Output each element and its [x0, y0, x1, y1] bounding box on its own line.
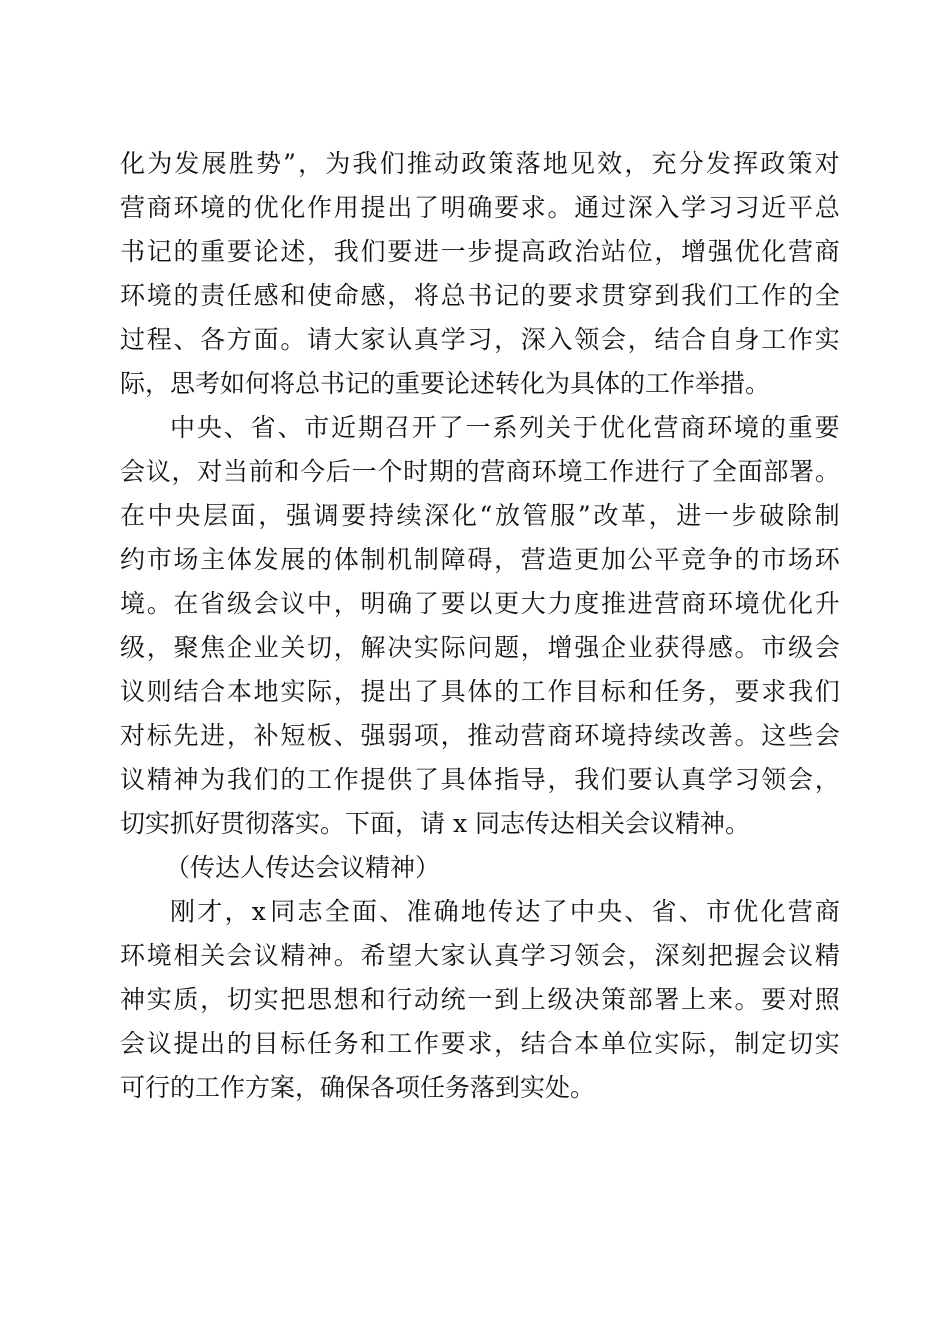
text-line: 约 市 场 主 体 发 展 的 体 制 机 制 障 碍 ， 营 造 更 加 公 平 竞 争 的 市 场 环: [120, 545, 840, 574]
text-line: 切实抓好贯彻落实。下面，请 x 同志传达相关会议精神。: [120, 809, 750, 838]
text-line: 可行的工作方案，确保各项任务落到实处。: [120, 1073, 596, 1102]
text-line: 对 标 先 进 ， 补 短 板 、 强 弱 项 ， 推 动 营 商 环 境 持 续 改 善 。 这 些 会: [120, 721, 840, 750]
text-line: 会 议 提 出 的 目 标 任 务 和 工 作 要 求 ， 结 合 本 单 位 实 际 ， 制 定 切 实: [120, 1029, 840, 1058]
text-line: 营 商 环 境 的 优 化 作 用 提 出 了 明 确 要 求 。 通 过 深 入 学 习 习 近 平 总: [120, 193, 840, 222]
text-line: 级 ， 聚 焦 企 业 关 切 ， 解 决 实 际 问 题 ， 增 强 企 业 获 得 感 。 市 级 会: [120, 633, 840, 662]
paragraph-first-line: 刚 才 ， x 同 志 全 面 、 准 确 地 传 达 了 中 央 、 省 、 市 优 化 营 商: [170, 897, 840, 926]
text-line: 境 。 在 省 级 会 议 中 ， 明 确 了 要 以 更 大 力 度 推 进 营 商 环 境 优 化 升: [120, 589, 840, 618]
text-line: 议 精 神 为 我 们 的 工 作 提 供 了 具 体 指 导 ， 我 们 要 认 真 学 习 领 会 ，: [120, 765, 840, 794]
text-line: 环 境 的 责 任 感 和 使 命 感 ， 将 总 书 记 的 要 求 贯 穿 到 我 们 工 作 的 全: [120, 281, 840, 310]
document-body: [120, 142, 840, 1110]
text-line: 议 则 结 合 本 地 实 际 ， 提 出 了 具 体 的 工 作 目 标 和 任 务 ， 要 求 我 们: [120, 677, 840, 706]
text-line: 在 中 央 层 面 ， 强 调 要 持 续 深 化 “ 放 管 服 ” 改 革 ， 进 一 步 破 除 制: [120, 501, 840, 530]
text-line: 环 境 相 关 会 议 精 神 。 希 望 大 家 认 真 学 习 领 会 ， 深 刻 把 握 会 议 精: [120, 941, 840, 970]
text-line: 神 实 质 ， 切 实 把 思 想 和 行 动 统 一 到 上 级 决 策 部 署 上 来 。 要 对 照: [120, 985, 840, 1014]
text-line: 化 为 发 展 胜 势 ” ， 为 我 们 推 动 政 策 落 地 见 效 ， 充 分 发 挥 政 策 对: [120, 149, 840, 178]
text-line: 书 记 的 重 要 论 述 ， 我 们 要 进 一 步 提 高 政 治 站 位 ， 增 强 优 化 营 商: [120, 237, 840, 266]
text-line: 过 程 、 各 方 面 。 请 大 家 认 真 学 习 ， 深 入 领 会 ， 结 合 自 身 工 作 实: [120, 325, 840, 354]
text-line: 际，思考如何将总书记的重要论述转化为具体的工作举措。: [120, 369, 771, 398]
paragraph-first-line: 中 央 、 省 、 市 近 期 召 开 了 一 系 列 关 于 优 化 营 商 环 境 的 重 要: [170, 413, 840, 442]
text-line: 会 议 ， 对 当 前 和 今 后 一 个 时 期 的 营 商 环 境 工 作 进 行 了 全 面 部 署 。: [120, 457, 840, 486]
stage-direction: （传达人传达会议精神）: [165, 853, 441, 882]
